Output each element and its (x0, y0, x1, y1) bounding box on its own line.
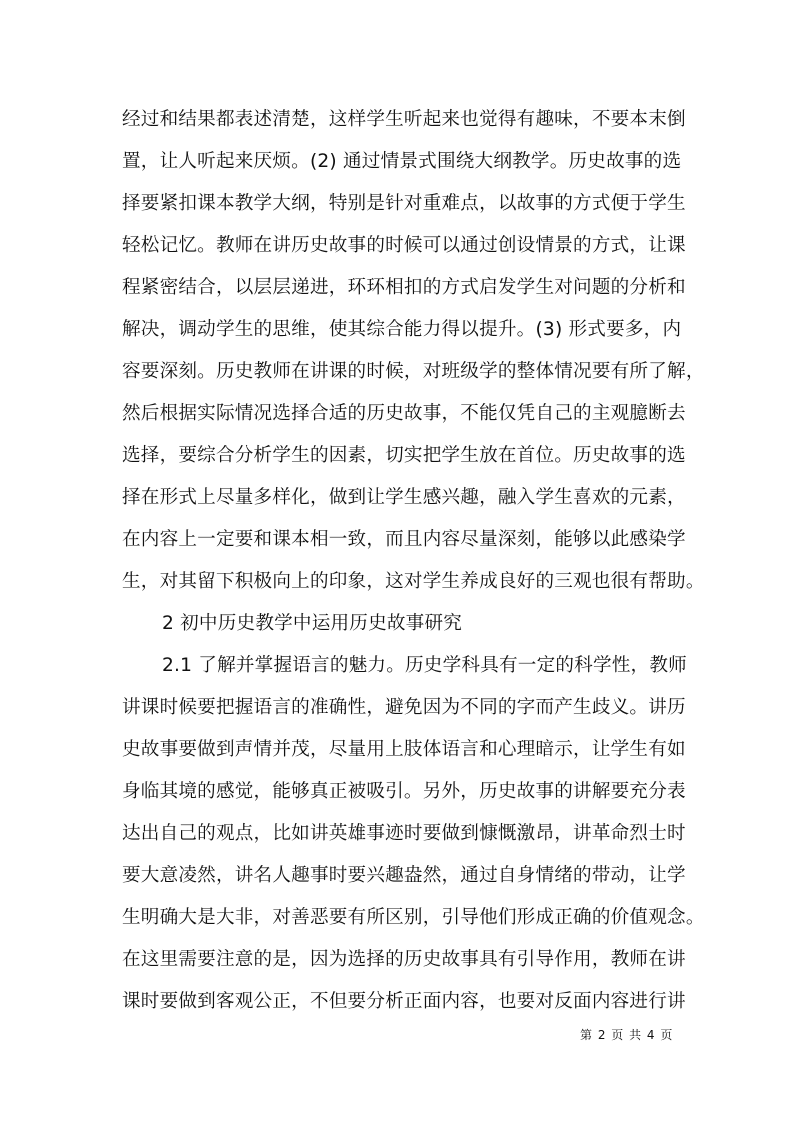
body-line-8: 然后根据实际情况选择合适的历史故事，不能仅凭自己的主观臆断去 (122, 403, 686, 424)
body-line-19: 要大意凌然，讲名人趣事时要兴趣盎然，通过自身情绪的带动，让学 (122, 865, 686, 886)
body-line-16: 史故事要做到声情并茂，尽量用上肢体语言和心理暗示，让学生有如 (122, 739, 686, 760)
body-line-17: 身临其境的感觉，能够真正被吸引。另外，历史故事的讲解要充分表 (122, 781, 686, 802)
body-line-22: 课时要做到客观公正，不但要分析正面内容，也要对反面内容进行讲 (122, 991, 686, 1012)
body-line-11: 在内容上一定要和课本相一致，而且内容尽量深刻，能够以此感染学 (122, 529, 686, 550)
page-number: 第 2 页 共 4 页 (580, 1028, 674, 1042)
body-line-2: 置，让人听起来厌烦。(2) 通过情景式围绕大纲教学。历史故事的选 (122, 151, 682, 172)
body-line-6: 解决，调动学生的思维，使其综合能力得以提升。(3) 形式要多，内 (122, 319, 682, 340)
body-line-12: 生，对其留下积极向上的印象，这对学生养成良好的三观也很有帮助。 (122, 571, 705, 592)
body-line-3: 择要紧扣课本教学大纲，特别是针对重难点，以故事的方式便于学生 (122, 193, 686, 214)
body-line-15: 讲课时候要把握语言的准确性，避免因为不同的字而产生歧义。讲历 (122, 697, 686, 718)
body-line-4: 轻松记忆。教师在讲历史故事的时候可以通过创设情景的方式，让课 (122, 235, 686, 256)
section-heading: 2 初中历史教学中运用历史故事研究 (162, 613, 463, 634)
body-line-1: 经过和结果都表述清楚，这样学生听起来也觉得有趣味，不要本末倒 (122, 109, 686, 130)
body-line-21: 在这里需要注意的是，因为选择的历史故事具有引导作用，教师在讲 (122, 949, 686, 970)
subsection-line-1: 2.1 了解并掌握语言的魅力。历史学科具有一定的科学性，教师 (162, 655, 687, 676)
body-line-20: 生明确大是大非，对善恶要有所区别，引导他们形成正确的价值观念。 (122, 907, 705, 928)
body-line-18: 达出自己的观点，比如讲英雄事迹时要做到慷慨激昂，讲革命烈士时 (122, 823, 686, 844)
body-line-9: 选择，要综合分析学生的因素，切实把学生放在首位。历史故事的选 (122, 445, 686, 466)
body-line-10: 择在形式上尽量多样化，做到让学生感兴趣，融入学生喜欢的元素， (122, 487, 686, 508)
body-line-7: 容要深刻。历史教师在讲课的时候，对班级学的整体情况要有所了解， (122, 361, 705, 382)
body-line-5: 程紧密结合，以层层递进，环环相扣的方式启发学生对问题的分析和 (122, 277, 686, 298)
